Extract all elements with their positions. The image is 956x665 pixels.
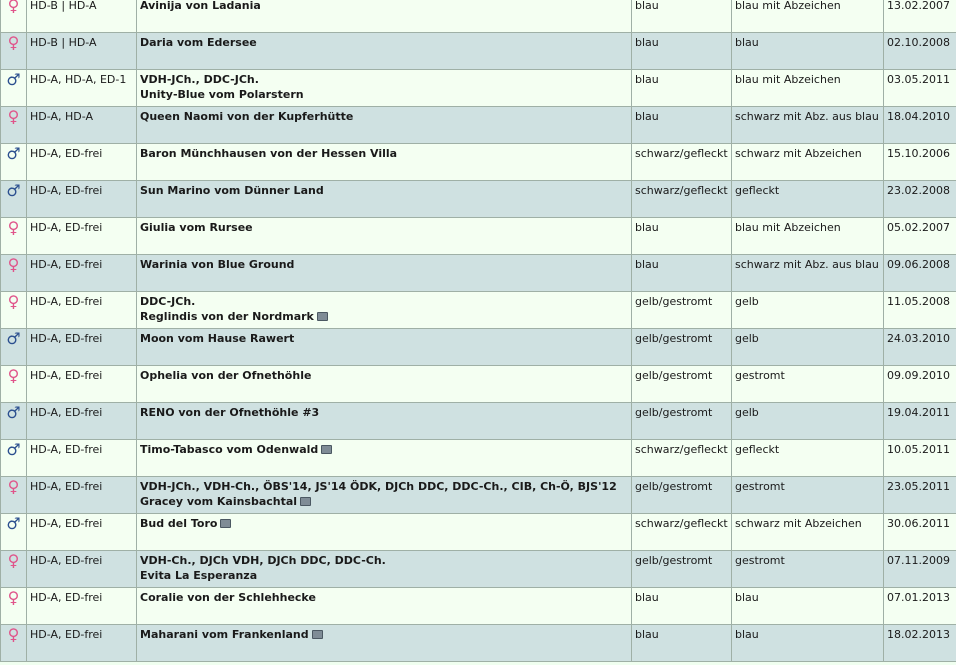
name-cell[interactable]: [137, 292, 632, 329]
color-cell: blau: [632, 107, 732, 144]
variety-cell: blau: [732, 625, 884, 662]
dog-name-link[interactable]: Avinija von Ladania: [140, 0, 261, 12]
table-row: [1, 33, 956, 70]
name-cell[interactable]: [137, 440, 632, 477]
dog-name-link[interactable]: Sun Marino vom Dünner Land: [140, 184, 324, 197]
dog-name-link[interactable]: Unity-Blue vom Polarstern: [140, 88, 304, 101]
table-row: [1, 181, 956, 218]
hd-ed-cell: HD-A, ED-frei: [27, 366, 137, 403]
hd-ed-cell: HD-A, HD-A: [27, 107, 137, 144]
table-row: [1, 0, 956, 33]
male-symbol-icon: ♂: [6, 514, 21, 533]
sex-cell: [1, 551, 27, 588]
table-row: [1, 514, 956, 551]
sex-cell: [1, 218, 27, 255]
table-row: [1, 551, 956, 588]
color-cell: blau: [632, 588, 732, 625]
variety-cell: schwarz mit Abz. aus blau: [732, 107, 884, 144]
name-cell[interactable]: [137, 255, 632, 292]
camera-icon[interactable]: [321, 445, 332, 454]
sex-cell: [1, 70, 27, 107]
color-cell: gelb/gestromt: [632, 292, 732, 329]
sex-cell: [1, 33, 27, 70]
dog-name-link[interactable]: Maharani vom Frankenland: [140, 628, 309, 641]
female-symbol-icon: ♀: [7, 551, 20, 570]
name-cell[interactable]: [137, 329, 632, 366]
male-symbol-icon: ♂: [6, 181, 21, 200]
male-symbol-icon: ♂: [6, 440, 21, 459]
male-symbol-icon: ♂: [6, 70, 21, 89]
dog-name-link[interactable]: Bud del Toro: [140, 517, 218, 530]
variety-cell: gelb: [732, 403, 884, 440]
table-row: [1, 144, 956, 181]
variety-cell: gefleckt: [732, 181, 884, 218]
variety-cell: schwarz mit Abzeichen: [732, 514, 884, 551]
variety-cell: gestromt: [732, 477, 884, 514]
male-symbol-icon: ♂: [6, 329, 21, 348]
sex-cell: [1, 403, 27, 440]
dog-name-link[interactable]: Warinia von Blue Ground: [140, 258, 295, 271]
table-row: [1, 366, 956, 403]
sex-cell: [1, 477, 27, 514]
hd-ed-cell: HD-A, ED-frei: [27, 329, 137, 366]
color-cell: blau: [632, 625, 732, 662]
dog-name-link[interactable]: Gracey vom Kainsbachtal: [140, 495, 298, 508]
color-cell: gelb/gestromt: [632, 477, 732, 514]
name-cell[interactable]: [137, 588, 632, 625]
date-cell: 02.10.2008: [884, 33, 956, 70]
color-cell: gelb/gestromt: [632, 403, 732, 440]
female-symbol-icon: ♀: [7, 588, 20, 607]
dog-name-link[interactable]: Queen Naomi von der Kupferhütte: [140, 110, 354, 123]
variety-cell: gelb: [732, 292, 884, 329]
table-row: [1, 292, 956, 329]
name-cell[interactable]: [137, 0, 632, 33]
variety-cell: schwarz mit Abz. aus blau: [732, 255, 884, 292]
female-symbol-icon: ♀: [7, 292, 20, 311]
name-cell[interactable]: [137, 551, 632, 588]
camera-icon[interactable]: [300, 497, 311, 506]
date-cell: 18.02.2013: [884, 625, 956, 662]
color-cell: blau: [632, 0, 732, 33]
date-cell: 10.05.2011: [884, 440, 956, 477]
date-cell: 23.05.2011: [884, 477, 956, 514]
variety-cell: gefleckt: [732, 440, 884, 477]
color-cell: blau: [632, 255, 732, 292]
male-symbol-icon: ♂: [6, 144, 21, 163]
color-cell: schwarz/gefleckt: [632, 181, 732, 218]
variety-cell: gelb: [732, 329, 884, 366]
dog-name-link[interactable]: Reglindis von der Nordmark: [140, 310, 314, 323]
color-cell: schwarz/gefleckt: [632, 144, 732, 181]
hd-ed-cell: HD-A, ED-frei: [27, 255, 137, 292]
date-cell: 11.05.2008: [884, 292, 956, 329]
date-cell: 19.04.2011: [884, 403, 956, 440]
date-cell: 24.03.2010: [884, 329, 956, 366]
hd-ed-cell: HD-A, ED-frei: [27, 477, 137, 514]
table-row: [1, 588, 956, 625]
variety-cell: schwarz mit Abzeichen: [732, 144, 884, 181]
female-symbol-icon: ♀: [7, 0, 20, 15]
female-symbol-icon: ♀: [7, 366, 20, 385]
variety-cell: gestromt: [732, 366, 884, 403]
table-row: [1, 440, 956, 477]
date-cell: 15.10.2006: [884, 144, 956, 181]
hd-ed-cell: HD-A, ED-frei: [27, 588, 137, 625]
dog-title: VDH-JCh., VDH-Ch., ÖBS'14, JS'14 ÖDK, DJCh DDC, DDC-Ch., CIB, Ch-Ö, BJS'12: [140, 480, 617, 493]
dog-name-link[interactable]: Ophelia von der Ofnethöhle: [140, 369, 312, 382]
date-cell: 05.02.2007: [884, 218, 956, 255]
date-cell: 09.09.2010: [884, 366, 956, 403]
table-row: [1, 329, 956, 366]
sex-cell: [1, 292, 27, 329]
dog-title: DDC-JCh.: [140, 295, 196, 308]
female-symbol-icon: ♀: [7, 625, 20, 644]
name-cell[interactable]: [137, 218, 632, 255]
color-cell: blau: [632, 218, 732, 255]
dog-name-link[interactable]: Moon vom Hause Rawert: [140, 332, 295, 345]
color-cell: schwarz/gefleckt: [632, 440, 732, 477]
table-row: [1, 255, 956, 292]
sex-cell: [1, 514, 27, 551]
hd-ed-cell: HD-A, HD-A, ED-1: [27, 70, 137, 107]
name-cell[interactable]: [137, 33, 632, 70]
female-symbol-icon: ♀: [7, 477, 20, 496]
dog-name-link[interactable]: Daria vom Edersee: [140, 36, 257, 49]
color-cell: schwarz/gefleckt: [632, 514, 732, 551]
table-row: [1, 477, 956, 514]
sex-cell: [1, 107, 27, 144]
hd-ed-cell: HD-A, ED-frei: [27, 181, 137, 218]
date-cell: 07.01.2013: [884, 588, 956, 625]
hd-ed-cell: HD-B | HD-A: [27, 0, 137, 33]
date-cell: 18.04.2010: [884, 107, 956, 144]
variety-cell: blau mit Abzeichen: [732, 70, 884, 107]
name-cell[interactable]: [137, 70, 632, 107]
sex-cell: [1, 181, 27, 218]
name-cell[interactable]: [137, 181, 632, 218]
male-symbol-icon: ♂: [6, 403, 21, 422]
hd-ed-cell: HD-A, ED-frei: [27, 551, 137, 588]
hd-ed-cell: HD-A, ED-frei: [27, 514, 137, 551]
sex-cell: [1, 366, 27, 403]
variety-cell: blau: [732, 33, 884, 70]
date-cell: 30.06.2011: [884, 514, 956, 551]
date-cell: 07.11.2009: [884, 551, 956, 588]
sex-cell: [1, 144, 27, 181]
female-symbol-icon: ♀: [7, 33, 20, 52]
female-symbol-icon: ♀: [7, 218, 20, 237]
sex-cell: [1, 255, 27, 292]
female-symbol-icon: ♀: [7, 107, 20, 126]
date-cell: 13.02.2007: [884, 0, 956, 33]
dog-name-link[interactable]: Evita La Esperanza: [140, 569, 258, 582]
hd-ed-cell: HD-B | HD-A: [27, 33, 137, 70]
hd-ed-cell: HD-A, ED-frei: [27, 403, 137, 440]
hd-ed-cell: HD-A, ED-frei: [27, 292, 137, 329]
sex-cell: [1, 588, 27, 625]
table-row: [1, 218, 956, 255]
variety-cell: blau: [732, 588, 884, 625]
name-cell[interactable]: [137, 514, 632, 551]
dog-name-link[interactable]: Timo-Tabasco vom Odenwald: [140, 443, 319, 456]
date-cell: 09.06.2008: [884, 255, 956, 292]
camera-icon[interactable]: [312, 630, 323, 639]
camera-icon[interactable]: [317, 312, 328, 321]
dog-name-link[interactable]: Coralie von der Schlehhecke: [140, 591, 316, 604]
name-cell[interactable]: [137, 477, 632, 514]
name-cell[interactable]: [137, 144, 632, 181]
table-row: [1, 625, 956, 662]
hd-ed-cell: HD-A, ED-frei: [27, 218, 137, 255]
camera-icon[interactable]: [220, 519, 231, 528]
hd-ed-cell: HD-A, ED-frei: [27, 625, 137, 662]
color-cell: gelb/gestromt: [632, 366, 732, 403]
color-cell: blau: [632, 70, 732, 107]
sex-cell: [1, 440, 27, 477]
hd-ed-cell: HD-A, ED-frei: [27, 144, 137, 181]
female-symbol-icon: ♀: [7, 255, 20, 274]
sex-cell: [1, 625, 27, 662]
variety-cell: blau mit Abzeichen: [732, 0, 884, 33]
date-cell: 03.05.2011: [884, 70, 956, 107]
name-cell[interactable]: [137, 403, 632, 440]
hd-ed-cell: HD-A, ED-frei: [27, 440, 137, 477]
dog-title: VDH-Ch., DJCh VDH, DJCh DDC, DDC-Ch.: [140, 554, 386, 567]
color-cell: gelb/gestromt: [632, 551, 732, 588]
table-body: [1, 0, 956, 662]
dog-name-link[interactable]: Giulia vom Rursee: [140, 221, 253, 234]
name-cell[interactable]: [137, 107, 632, 144]
color-cell: gelb/gestromt: [632, 329, 732, 366]
table-row: [1, 403, 956, 440]
table-row: [1, 70, 956, 107]
dog-name-link[interactable]: Baron Münchhausen von der Hessen Villa: [140, 147, 398, 160]
date-cell: 23.02.2008: [884, 181, 956, 218]
variety-cell: blau mit Abzeichen: [732, 218, 884, 255]
sex-cell: [1, 329, 27, 366]
variety-cell: gestromt: [732, 551, 884, 588]
dog-name-link[interactable]: RENO von der Ofnethöhle #3: [140, 406, 320, 419]
color-cell: blau: [632, 33, 732, 70]
sex-cell: [1, 0, 27, 33]
name-cell[interactable]: [137, 625, 632, 662]
table-row: [1, 107, 956, 144]
name-cell[interactable]: [137, 366, 632, 403]
dog-title: VDH-JCh., DDC-JCh.: [140, 73, 259, 86]
